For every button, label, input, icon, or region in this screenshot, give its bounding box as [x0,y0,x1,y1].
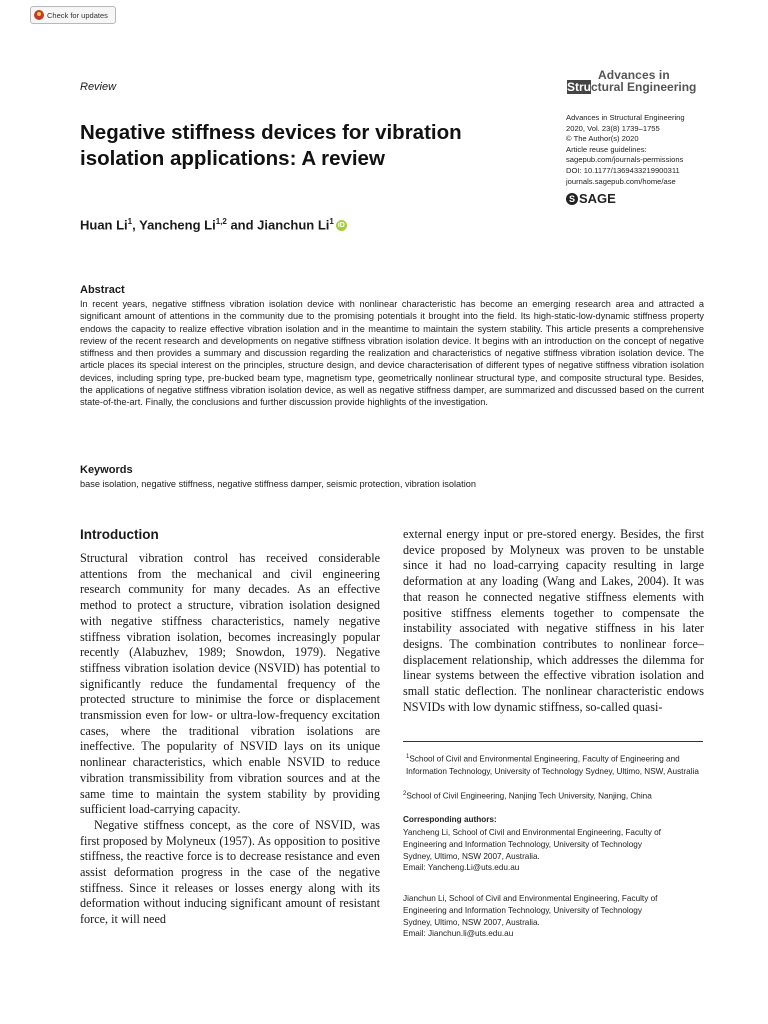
keywords-text: base isolation, negative stiffness, negative stiffness damper, seismic protection, vibration isolation [80,479,476,489]
introduction-heading: Introduction [80,527,159,542]
logo-line2 [567,80,696,94]
corresponding-author-block [403,893,703,940]
paragraph: Negative stiffness concept, as the core of NSVID, was first proposed by Molyneux (1957). As opposition to positive stiffness, the reactive force is to decrease resistance and even assist deformation progress in the case of the negative stiffness. Since it releases or losses energy along with its deformation without inducing significant amount of resistant force, it will need [80,817,380,927]
journal-logo [567,68,707,96]
paragraph: Structural vibration control has received considerable attentions from the mechanical and civil engineering research community for many decades. As an effective method to protect a structure, vibration isolation designed with negative stiffness characteristics, namely negative stiffness vibration isolation, becomes increasingly popular recently (Alabuzhev, 1989; Snowdon, 1979). Negative stiffness vibration isolation device (NSVID) has potential to significantly reduce the fundamental frequency of the protected structure to minimise the force or displacement transmission even for low- or ultra-low-frequency excitation cases, where the traditional vibration isolations are ineffective. The popularity of NSVID lays on its unique nonlinear characteristics, which enable NSVID to reduce vibration transmissibility from vibration sources and at the same time to maintain the system stability by providing sufficient load-carrying capacity. [80,551,380,817]
meta-reuse-label: Article reuse guidelines: [566,144,647,154]
article-title: Negative stiffness devices for vibration isolation applications: A review [80,121,462,170]
crossmark-icon [34,10,44,20]
author-name: Yancheng Li [139,217,216,233]
abstract-text: In recent years, negative stiffness vibration isolation device with nonlinear characteristic has become an emerging research area and attracted a significant amount of attentions in the community due to the promising potentials it brought into the field. Its high-static-low-dynamic stiffness property endows the capacity to realize effective vibration isolation and in the meantime to maintain the system stability. This article presents a comprehensive review of the recent research and developments on negative stiffness vibration isolation device. It begins with an introduction on the concept of negative stiffness and then provides a summary and discussion regarding the realization and characteristics of negative stiffness vibration isolation device. The article places its special interest on the principles, structure design, and device characterisation of different types of negative stiffness vibration isolation devices, including spring type, pre-bucked beam type, magnetism type, geometrically nonlinear structural type, and composite structural type. Besides, the applications of negative stiffness vibration isolation device, as well as negative stiffness damper, are summarized and discussed based on the current state-of-the-art. Finally, the conclusions and further discussion provide highlights of the investigation. [80,299,704,408]
corr-line: Sydney, Ultimo, NSW 2007, Australia. [403,917,540,927]
corr-email[interactable]: Email: Yancheng.Li@uts.edu.au [403,863,520,873]
meta-copyright: © The Author(s) 2020 [566,134,639,144]
author-separator: and [226,217,258,233]
meta-doi[interactable]: DOI: 10.1177/1369433219900311 [566,165,680,175]
body-column-right [403,527,704,715]
corresponding-authors-heading: Corresponding authors: [403,815,497,824]
publisher-logo [566,191,616,206]
corr-line: Engineering and Information Technology, University of Technology [403,839,642,849]
author-list [80,217,347,232]
author-affiliation-mark: 1 [127,217,133,226]
corr-line: Sydney, Ultimo, NSW 2007, Australia. [403,851,540,861]
body-column-left [80,551,380,928]
logo-line2-rest: ctural Engineering [591,80,697,94]
affiliation-text: School of Civil and Environmental Engineering, Faculty of Engineering and Information Technology, University of Technology Sydney, Ultimo, NSW, Australia [406,754,699,776]
meta-journal-home-link[interactable]: journals.sagepub.com/home/ase [566,176,676,186]
affiliation-text: School of Civil Engineering, Nanjing Tech University, Nanjing, China [406,791,652,801]
corr-line: Engineering and Information Technology, University of Technology [403,905,642,915]
logo-line2-prefix: Stru [567,80,591,94]
affiliation-footnote [403,752,706,777]
corresponding-author-block [403,827,703,874]
keywords-heading: Keywords [80,464,133,476]
paragraph: external energy input or pre-stored energy. Besides, the first device proposed by Molyneux was proven to be unstable since it had no load-carrying capacity resulting in large deformation at any loading (Wang and Lakes, 2004). It was that reason he connected negative stiffness elements with positive stiffness elements together to compensate the instability associated with negative stiffness in his later designs. The combination contributes to nonlinear force–displacement relationship, which addresses the dilemma for linear systems between the effective vibration isolation and small static deflection. The nonlinear characteristic endows NSVIDs with low dynamic stiffness, so-called quasi- [403,527,704,714]
footnote-divider [403,741,703,742]
author-affiliation-mark: 1,2 [215,217,227,226]
footnote-mark: 1 [406,754,410,760]
corr-line: Yancheng Li, School of Civil and Environmental Engineering, Faculty of [403,828,661,837]
check-for-updates-label: Check for updates [47,10,108,20]
footnote-mark: 2 [403,791,407,797]
corr-line: Jianchun Li, School of Civil and Environmental Engineering, Faculty of [403,894,658,903]
meta-volume: 2020, Vol. 23(8) 1739–1755 [566,123,660,133]
author-separator: , [132,217,140,233]
orcid-icon[interactable]: iD [337,222,345,230]
affiliation-footnote [403,789,703,803]
check-for-updates-button[interactable] [30,6,116,24]
publisher-name: SAGE [579,191,616,206]
author-affiliation-mark: 1 [329,217,334,226]
author-name: Jianchun Li [257,217,330,233]
logo-line1: Advances in [598,68,670,82]
abstract-heading: Abstract [80,284,125,296]
article-type: Review [80,81,117,93]
sage-icon: S [566,193,578,205]
author-name: Huan Li [80,217,128,233]
meta-permissions-link[interactable]: sagepub.com/journals-permissions [566,155,684,165]
meta-journal: Advances in Structural Engineering [566,113,685,122]
corr-email[interactable]: Email: Jianchun.li@uts.edu.au [403,929,514,939]
journal-metadata [566,113,726,187]
